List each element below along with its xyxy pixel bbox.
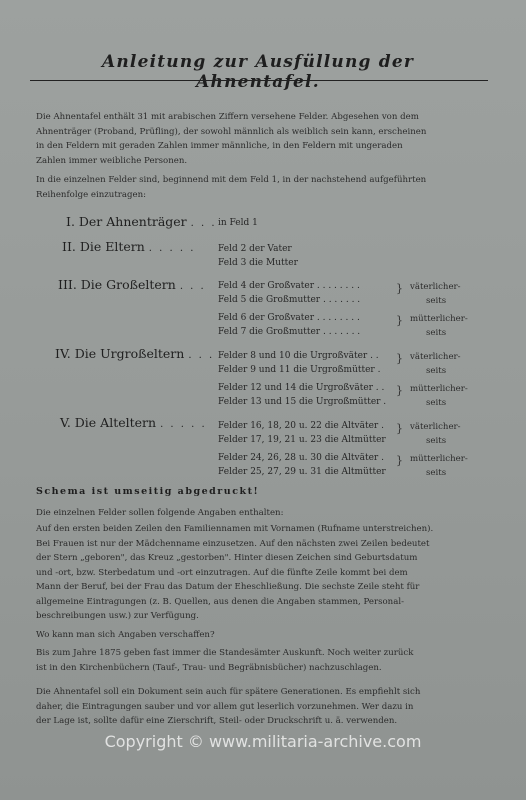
- side-label-paternal: [410, 420, 461, 448]
- side-label-line: väterlicher-: [410, 422, 461, 432]
- field-entry: Felder 12 und 14 die Urgroßväter . .: [218, 383, 385, 393]
- section-dots: . . .: [188, 350, 215, 361]
- side-label-line: mütterlicher-: [410, 384, 468, 394]
- fields-paragraph: [36, 522, 478, 624]
- side-label-maternal: [410, 312, 468, 340]
- question: [36, 628, 478, 643]
- intro-paragraph: [36, 110, 478, 168]
- section-dots: . . . . .: [160, 419, 207, 430]
- section-label: III. Die Großeltern: [58, 277, 176, 292]
- field-entry: Feld 2 der Vater: [218, 244, 292, 254]
- section-eltern: [62, 239, 195, 254]
- fields-line: und -ort, bzw. Sterbedatum und -ort einzutragen. Auf die fünfte Zeile kommt bei dem: [36, 567, 408, 578]
- brace-mark: }: [396, 282, 403, 295]
- side-label-paternal: [410, 280, 461, 308]
- copyright-watermark: Copyright © www.militaria-archive.com: [104, 732, 422, 751]
- title-underline: [30, 80, 488, 81]
- side-label-line: seits: [426, 468, 447, 478]
- field-entry: Felder 17, 19, 21 u. 23 die Altmütter: [218, 435, 386, 445]
- side-label-line: väterlicher-: [410, 282, 461, 292]
- fields-intro-line: Die einzelnen Felder sollen folgende Angaben enthalten:: [36, 508, 284, 518]
- section-dots: . . . . .: [148, 243, 196, 254]
- field-entry: Feld 6 der Großvater . . . . . . . .: [218, 313, 360, 323]
- fields-intro: [36, 506, 478, 521]
- side-label-line: mütterlicher-: [410, 454, 468, 464]
- fields-line: Mann der Beruf, bei der Frau das Datum der Eheschließung. Die sechste Zeile steht für: [36, 582, 420, 592]
- side-label-line: väterlicher-: [410, 352, 461, 362]
- fields-line: beschreibungen usw.) zur Verfügung.: [36, 611, 199, 621]
- section-label: II. Die Eltern: [62, 239, 145, 254]
- side-label-line: seits: [426, 296, 447, 306]
- closing-paragraph: [36, 685, 478, 729]
- page-title: Anleitung zur Ausfüllung der Ahnentafel.: [101, 52, 415, 92]
- order-line: In die einzelnen Felder sind, beginnend mit dem Feld 1, in der nachstehend aufgeführten: [36, 175, 427, 185]
- answer-paragraph: [36, 646, 478, 675]
- section-alteltern: [60, 415, 207, 430]
- order-line: Reihenfolge einzutragen:: [36, 189, 147, 200]
- section-label: IV. Die Urgroßeltern: [55, 346, 185, 361]
- fields-line: Bei Frauen ist nur der Mädchenname einzusetzen. Auf den nächsten zwei Zeilen bedeutet: [36, 538, 430, 549]
- answer-line: Bis zum Jahre 1875 geben fast immer die Standesämter Auskunft. Noch weiter zurück: [36, 648, 414, 658]
- section-dots: . . .: [179, 281, 206, 292]
- side-label-line: mütterlicher-: [410, 314, 468, 324]
- field-entry: Felder 13 und 15 die Urgroßmütter .: [218, 397, 387, 407]
- intro-line: Zahlen immer weibliche Personen.: [36, 155, 188, 166]
- field-entry: Felder 25, 27, 29 u. 31 die Altmütter: [218, 467, 386, 477]
- order-paragraph: [36, 173, 478, 202]
- field-entry: in Feld 1: [218, 218, 258, 228]
- question-line: Wo kann man sich Angaben verschaffen?: [36, 630, 215, 640]
- intro-line: Die Ahnentafel enthält 31 mit arabischen Ziffern versehene Felder. Abgesehen von dem: [36, 112, 419, 122]
- fields-line: der Stern „geboren", das Kreuz „gestorben". Hinter diesen Zeichen sind Geburtsdatum: [36, 553, 418, 563]
- field-entry: Felder 24, 26, 28 u. 30 die Altväter .: [218, 453, 384, 463]
- field-entry: Feld 4 der Großvater . . . . . . . .: [218, 281, 360, 291]
- closing-line: der Lage ist, sollte dafür eine Zierschrift, Steil- oder Druckschrift u. ä. verwenden.: [36, 716, 398, 726]
- side-label-maternal: [410, 452, 468, 480]
- intro-line: in den Feldern mit geraden Zahlen immer männliche, in den Feldern mit ungeraden: [36, 141, 403, 151]
- closing-line: daher, die Eintragungen sauber und vor allem gut leserlich vorzunehmen. Wer dazu in: [36, 701, 414, 712]
- section-grosseltern: [58, 277, 206, 292]
- closing-line: Die Ahnentafel soll ein Dokument sein auch für spätere Generationen. Es empfiehlt sich: [36, 687, 421, 697]
- field-entry: Feld 7 die Großmutter . . . . . . .: [218, 327, 361, 337]
- brace-mark: }: [396, 314, 403, 327]
- section-dots: . . .: [190, 218, 217, 229]
- side-label-line: seits: [426, 328, 447, 338]
- side-label-maternal: [410, 382, 468, 410]
- fields-line: Auf den ersten beiden Zeilen den Familiennamen mit Vornamen (Rufname unterstreichen).: [36, 524, 434, 534]
- section-urgrosseltern: [55, 346, 214, 361]
- section-label: V. Die Alteltern: [60, 415, 157, 430]
- brace-mark: }: [396, 422, 403, 435]
- section-ahnentraeger: [66, 214, 217, 229]
- field-entry: Feld 3 die Mutter: [218, 258, 298, 268]
- field-entry: Felder 16, 18, 20 u. 22 die Altväter .: [218, 421, 384, 431]
- side-label-line: seits: [426, 436, 447, 446]
- fields-line: allgemeine Eintragungen (z. B. Quellen, aus denen die Angaben stammen, Personal-: [36, 596, 404, 607]
- section-label: I. Der Ahnenträger: [66, 214, 187, 229]
- side-label-line: seits: [426, 366, 447, 376]
- side-label-paternal: [410, 350, 461, 378]
- side-label-line: seits: [426, 398, 447, 408]
- brace-mark: }: [396, 454, 403, 467]
- field-entry: Feld 5 die Großmutter . . . . . . .: [218, 295, 361, 305]
- brace-mark: }: [396, 384, 403, 397]
- answer-line: ist in den Kirchenbüchern (Tauf-, Trau- und Begräbnisbücher) nachzuschlagen.: [36, 662, 382, 673]
- field-entry: Felder 9 und 11 die Urgroßmütter .: [218, 365, 381, 375]
- field-entry: Felder 8 und 10 die Urgroßväter . .: [218, 351, 379, 361]
- brace-mark: }: [396, 352, 403, 365]
- intro-line: Ahnenträger (Proband, Prüfling), der sowohl männlich als weiblich sein kann, erscheinen: [36, 126, 427, 137]
- schema-note: Schema ist umseitig abgedruckt!: [36, 486, 260, 497]
